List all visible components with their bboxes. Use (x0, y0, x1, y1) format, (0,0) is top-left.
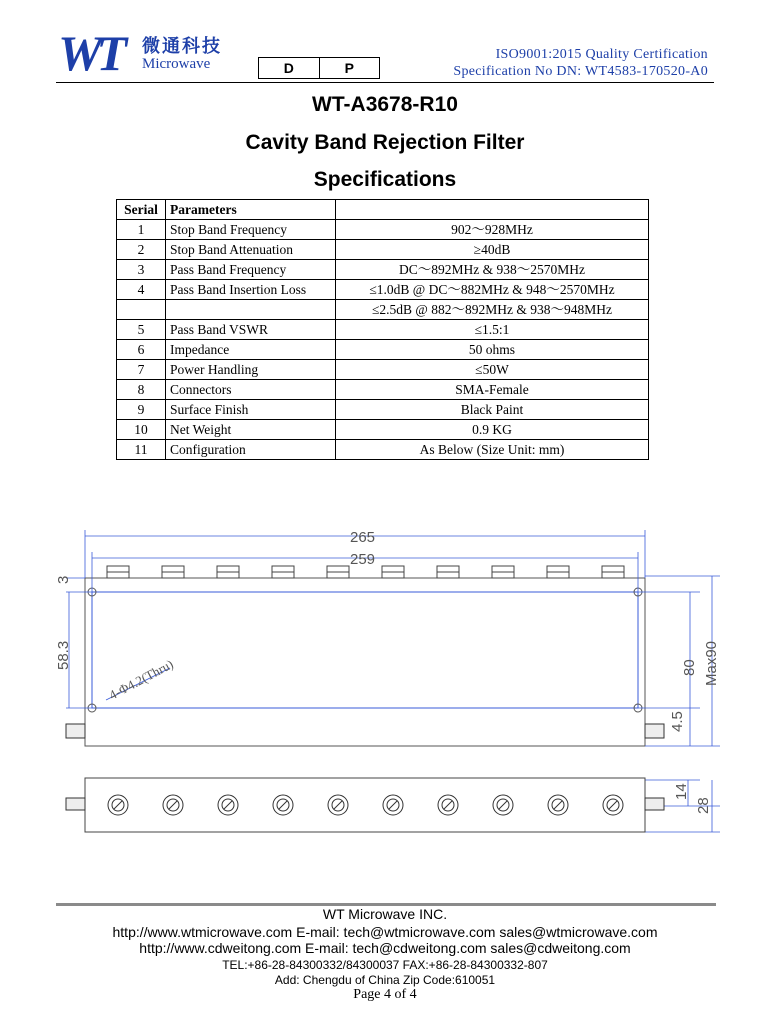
header-serial: Serial (117, 200, 166, 220)
cell-parameter (166, 300, 336, 320)
cell-serial: 8 (117, 380, 166, 400)
header-divider (56, 82, 714, 83)
cell-parameter: Net Weight (166, 420, 336, 440)
specifications-table (116, 199, 649, 460)
table-row (117, 320, 649, 340)
table-row (117, 380, 649, 400)
cell-serial: 4 (117, 280, 166, 300)
cell-serial: 3 (117, 260, 166, 280)
dim-height-max: Max90 (703, 640, 720, 686)
cell-parameter: Pass Band Insertion Loss (166, 280, 336, 300)
specification-number: Specification No DN: WT4583-170520-A0 (453, 64, 708, 79)
footer-company: WT Microwave INC. (322, 906, 448, 922)
cell-serial: 11 (117, 440, 166, 460)
cell-value: 50 ohms (336, 340, 649, 360)
dim-hole-spacing: 259 (350, 551, 376, 568)
cell-parameter: Stop Band Frequency (166, 220, 336, 240)
cell-value: Black Paint (336, 400, 649, 420)
cell-value: 902～928MHz (336, 220, 649, 240)
cell-value: ≤1.0dB @ DC～882MHz & 948～2570MHz (336, 280, 649, 300)
dim-hole-height: 58.3 (55, 640, 72, 670)
mechanical-drawing (0, 510, 770, 850)
cell-serial: 6 (117, 340, 166, 360)
cell-parameter: Impedance (166, 340, 336, 360)
cell-value: 0.9 KG (336, 420, 649, 440)
company-logo-mark: WT (58, 25, 121, 81)
mounting-hole-outline (92, 592, 638, 708)
table-row (117, 280, 649, 300)
cell-value: ≤1.5:1 (336, 320, 649, 340)
company-logo-chinese: 微通科技 (142, 36, 222, 56)
output-connector (645, 724, 664, 738)
header-info (453, 46, 708, 80)
input-connector (66, 724, 85, 738)
dim-overall-length: 265 (350, 529, 376, 546)
footer-contact-2: http://www.cdweitong.com E-mail: tech@cdweitong.com sales@cdweitong.com (139, 940, 631, 956)
cell-value: ≤50W (336, 360, 649, 380)
cell-parameter: Pass Band VSWR (166, 320, 336, 340)
cell-parameter: Stop Band Attenuation (166, 240, 336, 260)
cell-serial: 9 (117, 400, 166, 420)
table-row (117, 340, 649, 360)
table-row (117, 420, 649, 440)
cell-serial: 1 (117, 220, 166, 240)
cell-parameter: Configuration (166, 440, 336, 460)
iso-certification: ISO9001:2015 Quality Certification (495, 47, 708, 62)
table-row (117, 220, 649, 240)
cell-value: SMA-Female (336, 380, 649, 400)
table-row (117, 240, 649, 260)
cell-parameter: Pass Band Frequency (166, 260, 336, 280)
input-connector-side (66, 798, 85, 810)
table-row (117, 360, 649, 380)
cell-serial: 7 (117, 360, 166, 380)
dim-bottom-offset: 4.5 (669, 711, 686, 732)
cell-value: ≥40dB (336, 240, 649, 260)
header-parameters: Parameters (166, 200, 336, 220)
cell-serial (117, 300, 166, 320)
company-logo-english: Microwave (142, 56, 211, 72)
doc-mark-d: D (283, 60, 294, 76)
table-row (117, 400, 649, 420)
dim-height-inner: 80 (681, 659, 698, 676)
document-code-box (258, 57, 380, 79)
cell-serial: 10 (117, 420, 166, 440)
dim-body-thickness: 28 (695, 797, 712, 814)
table-header-row (117, 200, 649, 220)
section-title: Specifications (313, 168, 457, 191)
table-row (117, 440, 649, 460)
output-connector-side (645, 798, 664, 810)
dim-connector-height: 14 (673, 783, 690, 800)
cell-parameter: Surface Finish (166, 400, 336, 420)
footer-address: Add: Chengdu of China Zip Code:610051 (274, 973, 496, 987)
product-title: Cavity Band Rejection Filter (245, 131, 525, 154)
table-row (117, 260, 649, 280)
dim-edge-offset: 3 (55, 575, 72, 584)
table-row (117, 300, 649, 320)
footer-phone: TEL:+86-28-84300332/84300037 FAX:+86-28-84300332-807 (222, 958, 548, 972)
header-value (336, 200, 649, 220)
cell-value: ≤2.5dB @ 882～892MHz & 938～948MHz (336, 300, 649, 320)
page-number: Page 4 of 4 (353, 987, 417, 1002)
cell-serial: 2 (117, 240, 166, 260)
cell-value: DC～892MHz & 938～2570MHz (336, 260, 649, 280)
cell-value: As Below (Size Unit: mm) (336, 440, 649, 460)
model-title: WT-A3678-R10 (312, 93, 458, 116)
cell-serial: 5 (117, 320, 166, 340)
hole-note: 4-Φ4.2(Thru) (106, 656, 176, 703)
cell-parameter: Connectors (166, 380, 336, 400)
cell-parameter: Power Handling (166, 360, 336, 380)
doc-mark-p: P (319, 58, 380, 78)
footer-contact-1: http://www.wtmicrowave.com E-mail: tech@wtmicrowave.com sales@wtmicrowave.com (112, 924, 658, 940)
